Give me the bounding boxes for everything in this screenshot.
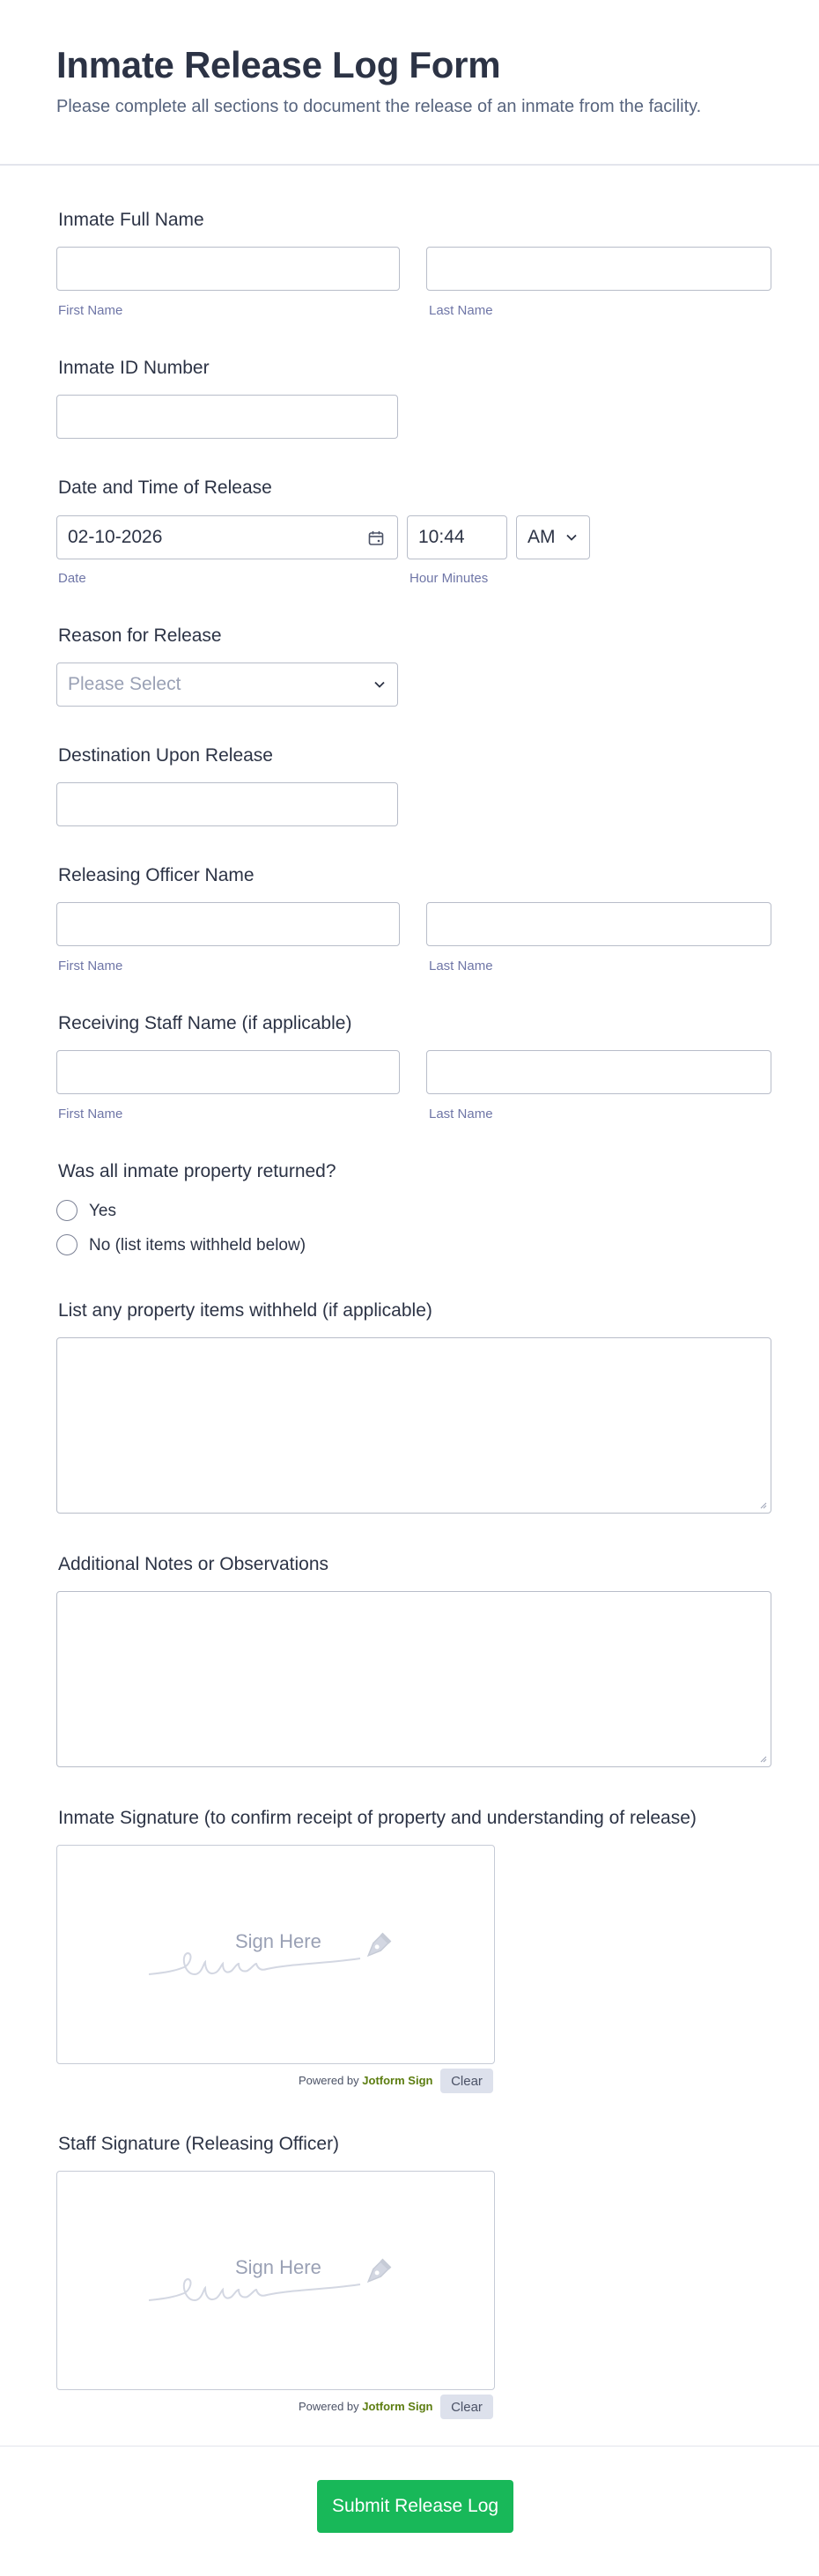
reason-label: Reason for Release	[58, 625, 222, 646]
inmate-id-input[interactable]	[56, 395, 398, 439]
receiving-staff-label: Receiving Staff Name (if applicable)	[58, 1013, 352, 1033]
pen-nib-icon	[355, 2254, 395, 2295]
releasing-officer-first-sublabel: First Name	[58, 959, 123, 973]
receiving-staff-last-sublabel: Last Name	[429, 1107, 493, 1121]
inmate-first-name-input[interactable]	[56, 247, 400, 291]
releasing-officer-label: Releasing Officer Name	[58, 865, 255, 885]
release-time-sublabel: Hour Minutes	[410, 571, 489, 586]
release-time-input[interactable]	[407, 515, 507, 559]
powered-by-text: Powered by	[299, 2400, 359, 2413]
inmate-last-name-input[interactable]	[426, 247, 771, 291]
form-header	[0, 0, 819, 166]
receiving-staff-first-name-input[interactable]	[56, 1050, 400, 1094]
release-time-value: 10:44	[418, 527, 465, 547]
inmate-signature-clear-button[interactable]: Clear	[440, 2069, 493, 2093]
form-footer	[0, 2446, 819, 2576]
form-title: Inmate Release Log Form	[56, 44, 501, 85]
reason-placeholder: Please Select	[68, 674, 181, 694]
release-datetime-label: Date and Time of Release	[58, 477, 272, 498]
release-ampm-select[interactable]	[516, 515, 590, 559]
inmate-signature-powered-by	[299, 2074, 432, 2087]
destination-input[interactable]	[56, 782, 398, 826]
release-ampm-value: AM	[528, 527, 556, 547]
reason-select[interactable]	[56, 663, 398, 707]
chevron-down-icon	[564, 530, 579, 544]
chevron-down-icon	[373, 677, 387, 692]
staff-signature-powered-by	[299, 2400, 432, 2413]
staff-signature-label: Staff Signature (Releasing Officer)	[58, 2134, 340, 2154]
release-date-input[interactable]	[56, 515, 398, 559]
releasing-officer-last-sublabel: Last Name	[429, 959, 493, 973]
calendar-icon[interactable]	[367, 529, 385, 547]
resize-handle-icon[interactable]	[758, 1500, 767, 1509]
property-withheld-label: List any property items withheld (if applicable)	[58, 1300, 432, 1321]
staff-signature-clear-button[interactable]: Clear	[440, 2395, 493, 2419]
staff-signature-pad[interactable]	[56, 2171, 495, 2390]
receiving-staff-last-name-input[interactable]	[426, 1050, 771, 1094]
inmate-last-name-sublabel: Last Name	[429, 303, 493, 318]
inmate-name-label: Inmate Full Name	[58, 210, 204, 230]
resize-handle-icon[interactable]	[758, 1754, 767, 1763]
property-returned-no-label[interactable]: No (list items withheld below)	[89, 1236, 306, 1255]
powered-by-text: Powered by	[299, 2074, 359, 2087]
inmate-first-name-sublabel: First Name	[58, 303, 123, 318]
pen-nib-icon	[355, 1928, 395, 1969]
inmate-signature-prompt: Sign Here	[235, 1930, 321, 1952]
notes-label: Additional Notes or Observations	[58, 1554, 328, 1574]
releasing-officer-last-name-input[interactable]	[426, 902, 771, 946]
submit-button[interactable]: Submit Release Log	[317, 2480, 513, 2533]
inmate-signature-label: Inmate Signature (to confirm receipt of property and understanding of release)	[58, 1808, 697, 1828]
releasing-officer-first-name-input[interactable]	[56, 902, 400, 946]
staff-signature-prompt: Sign Here	[235, 2256, 321, 2278]
property-returned-yes-label[interactable]: Yes	[89, 1202, 116, 1220]
jotform-sign-brand: Jotform Sign	[362, 2074, 433, 2087]
notes-textarea[interactable]	[56, 1591, 771, 1767]
destination-label: Destination Upon Release	[58, 745, 273, 766]
property-withheld-textarea[interactable]	[56, 1337, 771, 1514]
receiving-staff-first-sublabel: First Name	[58, 1107, 123, 1121]
inmate-signature-pad[interactable]	[56, 1845, 495, 2064]
release-date-sublabel: Date	[58, 571, 86, 586]
jotform-sign-brand: Jotform Sign	[362, 2400, 433, 2413]
property-returned-yes-radio[interactable]	[56, 1200, 77, 1221]
form-subtitle: Please complete all sections to document the release of an inmate from the facility.	[56, 97, 702, 116]
inmate-id-label: Inmate ID Number	[58, 358, 210, 378]
property-returned-no-radio[interactable]	[56, 1234, 77, 1255]
property-returned-label: Was all inmate property returned?	[58, 1161, 336, 1181]
release-date-value: 02-10-2026	[68, 527, 163, 547]
